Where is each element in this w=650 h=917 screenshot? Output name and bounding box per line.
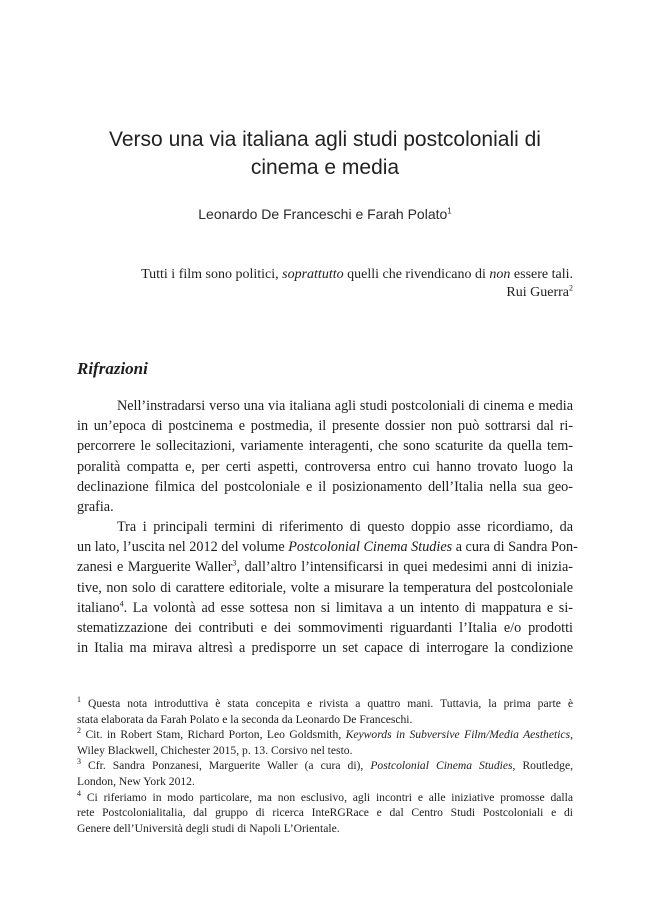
footnote-line: Genere dell’Università degli studi di Napoli L’Orientale. <box>77 821 340 835</box>
epigraph-text: quelli che rivendicano di <box>343 267 490 282</box>
attribution-name: Rui Guerra <box>506 285 569 300</box>
section-heading: Rifrazioni <box>77 359 148 378</box>
footnote-text: Questa nota introduttiva è stata concepita e rivista a quattro mani. Tuttavia, la prima parte è <box>88 697 573 710</box>
text-line <box>77 598 573 618</box>
text-run: zanesi e Marguerite Waller <box>77 559 233 576</box>
text-line <box>77 557 573 577</box>
epigraph-quote <box>100 266 573 284</box>
book-title: Keywords in Subversive Film/Media Aesthetics <box>345 728 571 742</box>
article-title <box>60 126 590 182</box>
paragraph-1 <box>77 396 573 517</box>
footnote-number: 4 <box>77 788 81 798</box>
footnotes <box>77 696 573 836</box>
footnote-line: rete Postcolonialitalia, dal gruppo di ricerca InteRGRace e dal Centro Studi Postcoloniali e di <box>77 806 573 820</box>
authors-text: Leonardo De Franceschi e Farah Polato <box>198 206 448 222</box>
footnote-number: 2 <box>77 726 81 736</box>
title-line-1: Verso una via italiana agli studi postcoloniali di <box>109 128 541 151</box>
text-line: poralità compatta e, per certi aspetti, controversa entro cui hanno trovato luogo la <box>77 458 573 475</box>
epigraph-text: essere tali. <box>510 267 573 282</box>
author-line <box>60 205 590 223</box>
text-line: in Italia ma mirava altresì a predisporre un set capace di interrogare la condizione <box>77 640 573 657</box>
footnote-ref[interactable]: 4 <box>119 599 124 609</box>
footnote-ref[interactable]: 2 <box>569 283 573 293</box>
text-run: a cura di Sandra Pon- <box>452 539 578 556</box>
text-run: . La volontà ad esse sottesa non si limitava a un intento di mappatura e si- <box>123 599 573 616</box>
footnote-4 <box>77 790 573 837</box>
text-line: Nell’instradarsi verso una via italiana agli studi postcoloniali di cinema e media <box>117 398 573 414</box>
epigraph-text: Tutti i film sono politici, <box>141 267 283 282</box>
footnote-number: 3 <box>77 757 81 767</box>
title-line-2: cinema e media <box>250 156 400 179</box>
footnote-text: , <box>570 728 573 742</box>
epigraph <box>100 266 573 302</box>
text-line: tive, non solo di carattere editoriale, volte a misurare la temperatura del postcoloniale <box>77 579 573 596</box>
text-line: in un’epoca di postcinema e postmedia, il presente dossier non può sottrarsi dal ri- <box>77 418 573 435</box>
epigraph-emphasis: soprattutto <box>282 267 344 282</box>
footnote-line <box>77 758 573 774</box>
text-run: , dall’altro l’intensificarsi in quei medesimi anni di inizia- <box>236 559 573 576</box>
text-line: percorrere le sollecitazioni, variamente interagenti, che sono scaturite da quella tem- <box>77 438 573 455</box>
epigraph-attribution <box>100 284 573 302</box>
footnote-number: 1 <box>77 695 81 705</box>
footnote-text: Ci riferiamo in modo particolare, ma non esclusivo, agli incontri e alle iniziative promosse dalla <box>86 790 573 804</box>
footnote-3 <box>77 758 573 789</box>
text-run: italiano <box>77 599 120 616</box>
footnote-text: Cfr. Sandra Ponzanesi, Marguerite Waller (a cura di), <box>88 759 371 773</box>
footnote-text: Cit. in Robert Stam, Richard Porton, Leo Goldsmith, <box>85 728 346 742</box>
text-line: stematizzazione dei contributi e dei sommovimenti riguardanti l’Italia e/o prodotti <box>77 620 573 637</box>
footnote-ref[interactable]: 3 <box>232 558 237 568</box>
text-run: un lato, l’uscita nel 2012 del volume <box>77 539 289 556</box>
paragraph-2 <box>77 517 578 658</box>
footnote-text: , Routledge, <box>512 759 573 773</box>
footnote-line <box>77 790 573 806</box>
text-line: Tra i principali termini di riferimento di questo doppio asse ricordiamo, da <box>117 519 573 535</box>
footnote-line: London, New York 2012. <box>77 774 195 788</box>
book-title: Postcolonial Cinema Studies <box>370 759 513 773</box>
book-title: Postcolonial Cinema Studies <box>288 539 453 556</box>
epigraph-emphasis: non <box>489 267 511 282</box>
footnote-line: stata elaborata da Farah Polato e la seconda da Leonardo De Franceschi. <box>77 712 413 726</box>
footnote-line: Wiley Blackwell, Chichester 2015, p. 13. Corsivo nel testo. <box>77 743 353 757</box>
text-line: grafia. <box>77 499 114 516</box>
footnote-line <box>77 696 573 712</box>
footnote-ref[interactable]: 1 <box>447 206 452 216</box>
footnote-2 <box>77 727 573 758</box>
footnote-line <box>77 727 573 743</box>
text-line: declinazione filmica del postcoloniale e il posizionamento dell’Italia nella sua geo- <box>77 478 573 495</box>
text-line <box>77 537 578 557</box>
footnote-1 <box>77 696 573 727</box>
